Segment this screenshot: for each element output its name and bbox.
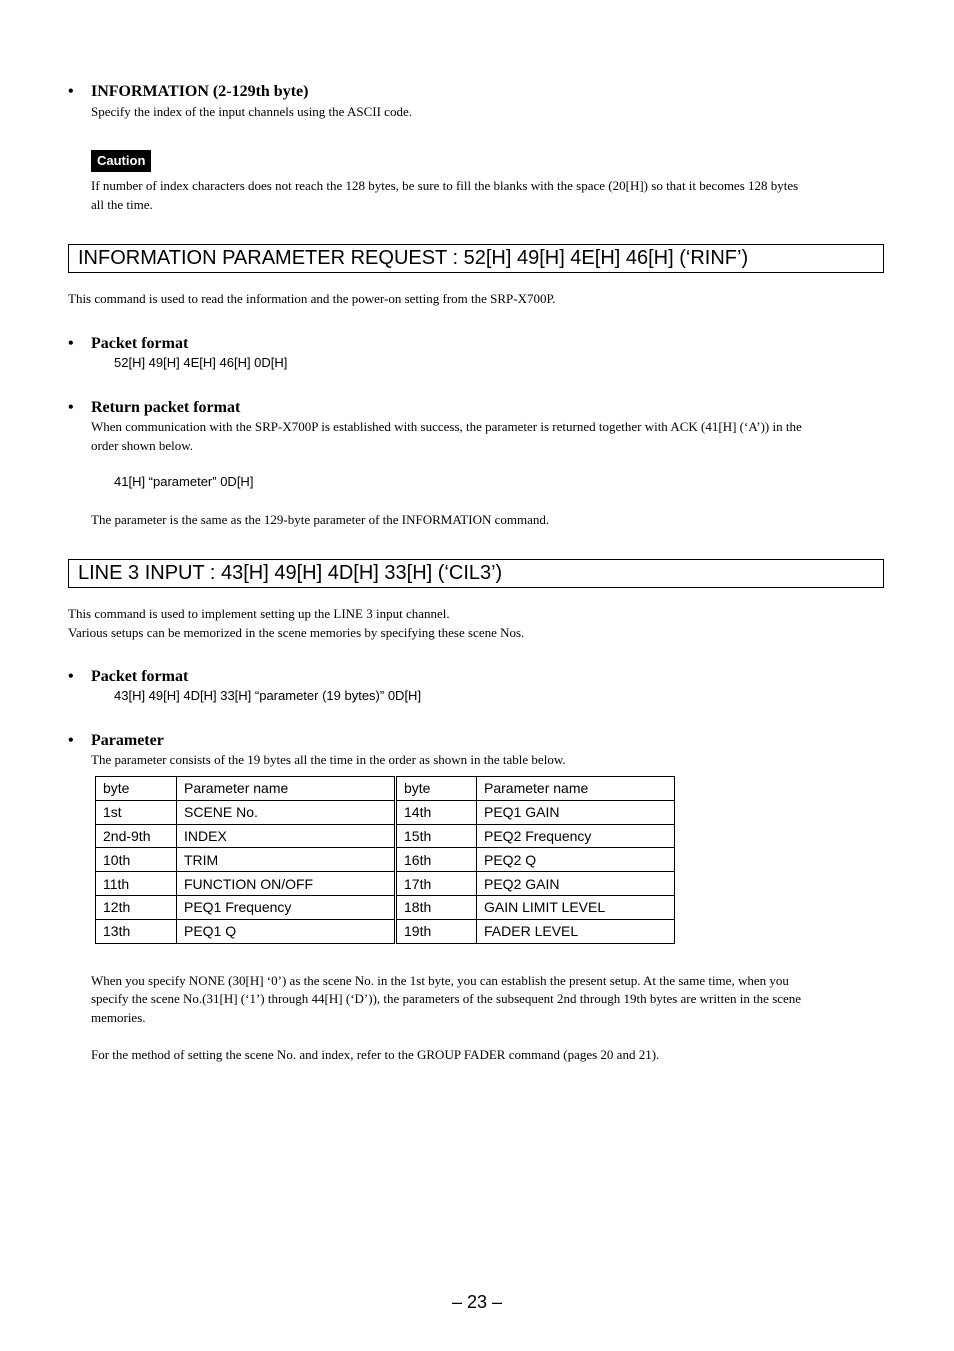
rinf-return-text-line2: order shown below. xyxy=(91,438,194,453)
table-cell: FADER LEVEL xyxy=(477,919,675,943)
table-cell: 13th xyxy=(96,919,177,943)
cil3-packet-heading: • Packet format xyxy=(68,668,189,685)
cil3-intro-line1: This command is used to implement setting up the LINE 3 input channel. xyxy=(68,606,450,621)
table-header-cell: Parameter name xyxy=(177,777,396,801)
cil3-parameter-heading: • Parameter xyxy=(68,732,164,749)
table-cell: TRIM xyxy=(177,848,396,872)
table-cell: 19th xyxy=(396,919,477,943)
table-row xyxy=(96,800,675,824)
cil3-packet-code: 43[H] 49[H] 4D[H] 33[H] “parameter (19 bytes)” 0D[H] xyxy=(114,688,422,703)
table-cell: 16th xyxy=(396,848,477,872)
table-cell: 17th xyxy=(396,872,477,896)
cil3-after-text-line3: memories. xyxy=(91,1010,146,1025)
rinf-return-heading: • Return packet format xyxy=(68,399,241,416)
table-cell: 18th xyxy=(396,895,477,919)
rinf-return-code: 41[H] “parameter” 0D[H] xyxy=(114,474,254,489)
table-cell: INDEX xyxy=(177,824,396,848)
table-cell: SCENE No. xyxy=(177,800,396,824)
rinf-packet-heading: • Packet format xyxy=(68,335,189,352)
table-cell: PEQ2 Q xyxy=(477,848,675,872)
table-header-cell: Parameter name xyxy=(477,777,675,801)
rinf-return-text-line1: When communication with the SRP-X700P is established with success, the parameter is returned together with ACK (41[H] (‘A’)) in the xyxy=(91,419,802,434)
table-cell: PEQ1 GAIN xyxy=(477,800,675,824)
rinf-packet-code: 52[H] 49[H] 4E[H] 46[H] 0D[H] xyxy=(114,355,288,370)
table-cell: 15th xyxy=(396,824,477,848)
table-cell: 1st xyxy=(96,800,177,824)
table-row xyxy=(96,895,675,919)
caution-text-line1: If number of index characters does not reach the 128 bytes, be sure to fill the blanks with the space (20[H]) so that it becomes 128 bytes xyxy=(91,178,799,193)
caution-text-line2: all the time. xyxy=(91,197,153,212)
section-heading-rinf: INFORMATION PARAMETER REQUEST : 52[H] 49[H] 4E[H] 46[H] (‘RINF’) xyxy=(68,244,884,273)
page-number: – 23 – xyxy=(451,1292,503,1312)
table-cell: PEQ1 Frequency xyxy=(177,895,396,919)
table-cell: 10th xyxy=(96,848,177,872)
table-row xyxy=(96,824,675,848)
cil3-after-text-line2: specify the scene No.(31[H] (‘1’) through 44[H] (‘D’)), the parameters of the subsequent 2nd through 19th bytes are written in the scene xyxy=(91,991,802,1006)
table-cell: 14th xyxy=(396,800,477,824)
info-bullet-text: Specify the index of the input channels using the ASCII code. xyxy=(91,104,412,119)
table-cell: 11th xyxy=(96,872,177,896)
table-cell: 12th xyxy=(96,895,177,919)
caution-badge: Caution xyxy=(91,150,151,172)
cil3-after-text-line1: When you specify NONE (30[H] ‘0’) as the scene No. in the 1st byte, you can establish the present setup. At the same time, when you xyxy=(91,973,789,988)
table-cell: GAIN LIMIT LEVEL xyxy=(477,895,675,919)
cil3-intro-line2: Various setups can be memorized in the scene memories by specifying these scene Nos. xyxy=(68,625,525,640)
section-heading-cil3: LINE 3 INPUT : 43[H] 49[H] 4D[H] 33[H] (‘CIL3’) xyxy=(68,559,884,588)
table-cell: PEQ1 Q xyxy=(177,919,396,943)
cil3-reference-text: For the method of setting the scene No. and index, refer to the GROUP FADER command (pages 20 and 21). xyxy=(91,1047,660,1062)
table-header-row xyxy=(96,777,675,801)
table-row xyxy=(96,919,675,943)
parameter-table xyxy=(95,776,675,944)
table-cell: PEQ2 Frequency xyxy=(477,824,675,848)
table-cell: 2nd-9th xyxy=(96,824,177,848)
table-cell: FUNCTION ON/OFF xyxy=(177,872,396,896)
table-cell: PEQ2 GAIN xyxy=(477,872,675,896)
table-row xyxy=(96,872,675,896)
rinf-intro: This command is used to read the information and the power-on setting from the SRP-X700P. xyxy=(68,291,556,306)
cil3-parameter-text: The parameter consists of the 19 bytes all the time in the order as shown in the table below. xyxy=(91,752,566,767)
info-bullet-heading: • INFORMATION (2-129th byte) xyxy=(68,83,309,100)
table-header-cell: byte xyxy=(396,777,477,801)
table-header-cell: byte xyxy=(96,777,177,801)
table-row xyxy=(96,848,675,872)
rinf-note: The parameter is the same as the 129-byte parameter of the INFORMATION command. xyxy=(91,512,550,527)
